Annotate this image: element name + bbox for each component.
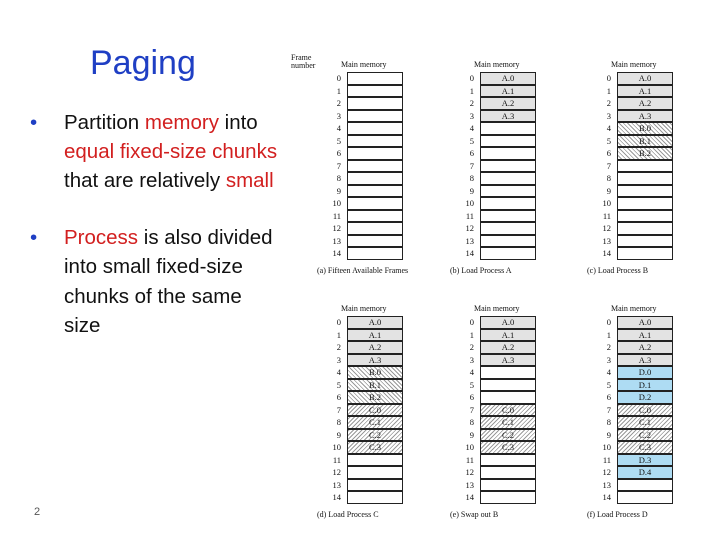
frame-number-header: Frame number bbox=[291, 53, 316, 70]
frame-number: 3 bbox=[606, 354, 611, 365]
frame-number: 14 bbox=[602, 248, 611, 258]
frame-b-0: B.0 bbox=[347, 366, 403, 379]
frame-number: 2 bbox=[606, 342, 611, 352]
frame-number: 7 bbox=[336, 404, 341, 415]
frame-c-3: C.3 bbox=[617, 441, 673, 454]
frame-number: 5 bbox=[336, 379, 341, 390]
frame-free bbox=[480, 122, 536, 135]
frame-number: 11 bbox=[602, 454, 611, 465]
frame-number: 8 bbox=[469, 173, 474, 183]
frame-a-3: A.3 bbox=[617, 110, 673, 123]
panel-header: Main memory bbox=[341, 60, 387, 69]
frame-free bbox=[347, 235, 403, 248]
frame-free bbox=[480, 235, 536, 248]
frame-free bbox=[480, 172, 536, 185]
frame-a-0: A.0 bbox=[347, 316, 403, 329]
bullet-highlight: Process bbox=[64, 226, 139, 250]
frame-number: 3 bbox=[469, 110, 474, 121]
bullet-text-part: that are relatively bbox=[64, 169, 226, 193]
frame-b-0: B.0 bbox=[617, 122, 673, 135]
frame-number: 11 bbox=[332, 210, 341, 221]
frame-free bbox=[480, 454, 536, 467]
frame-a-2: A.2 bbox=[617, 97, 673, 110]
frame-b-2: B.2 bbox=[347, 391, 403, 404]
frame-c-0: C.0 bbox=[480, 404, 536, 417]
frame-free bbox=[347, 147, 403, 160]
frame-number: 5 bbox=[469, 379, 474, 390]
frame-number: 8 bbox=[469, 417, 474, 427]
frame-free bbox=[347, 122, 403, 135]
frame-a-3: A.3 bbox=[480, 354, 536, 367]
frame-number: 2 bbox=[336, 342, 341, 352]
frame-a-0: A.0 bbox=[617, 72, 673, 85]
frame-number: 6 bbox=[606, 392, 611, 402]
frame-free bbox=[347, 197, 403, 210]
frame-number: 14 bbox=[465, 248, 474, 258]
frame-number: 6 bbox=[469, 148, 474, 158]
bullet-text-part: into bbox=[218, 111, 258, 134]
frame-number: 11 bbox=[332, 454, 341, 465]
frame-number: 4 bbox=[606, 367, 611, 377]
slide-title: Paging bbox=[90, 44, 196, 82]
frame-number: 2 bbox=[469, 342, 474, 352]
bullet-text bbox=[64, 108, 280, 195]
frame-number: 1 bbox=[469, 329, 474, 340]
frame-a-0: A.0 bbox=[480, 316, 536, 329]
bullet-dot-icon: • bbox=[30, 111, 38, 134]
frame-number: 5 bbox=[336, 135, 341, 146]
frame-number: 0 bbox=[336, 73, 341, 83]
frame-number: 9 bbox=[606, 429, 611, 440]
panel-header: Main memory bbox=[611, 304, 657, 313]
frame-number: 14 bbox=[332, 492, 341, 502]
frame-number: 4 bbox=[336, 367, 341, 377]
frame-number: 11 bbox=[465, 210, 474, 221]
frame-number: 4 bbox=[469, 123, 474, 133]
frame-number: 9 bbox=[606, 185, 611, 196]
frame-free bbox=[347, 454, 403, 467]
panel-header: Main memory bbox=[611, 60, 657, 69]
frame-d-0: D.0 bbox=[617, 366, 673, 379]
frame-free bbox=[480, 391, 536, 404]
frame-number: 0 bbox=[336, 317, 341, 327]
panel-caption: (b) Load Process A bbox=[450, 265, 512, 275]
frame-c-1: C.1 bbox=[480, 416, 536, 429]
frame-free bbox=[480, 379, 536, 392]
panel-caption: (c) Load Process B bbox=[587, 265, 649, 275]
frame-number: 1 bbox=[336, 85, 341, 96]
frame-number: 6 bbox=[336, 392, 341, 402]
frame-free bbox=[480, 135, 536, 148]
frame-free bbox=[480, 479, 536, 492]
frame-free bbox=[347, 479, 403, 492]
frame-free bbox=[617, 479, 673, 492]
frame-free bbox=[480, 185, 536, 198]
frame-a-1: A.1 bbox=[617, 85, 673, 98]
frame-free bbox=[480, 160, 536, 173]
frame-number: 1 bbox=[606, 85, 611, 96]
frame-c-3: C.3 bbox=[347, 441, 403, 454]
frame-number: 5 bbox=[606, 135, 611, 146]
frame-number: 12 bbox=[332, 223, 341, 233]
frame-c-1: C.1 bbox=[617, 416, 673, 429]
frame-number: 10 bbox=[332, 198, 341, 208]
frame-number: 8 bbox=[336, 417, 341, 427]
frame-number: 4 bbox=[336, 123, 341, 133]
frame-number: 13 bbox=[602, 235, 611, 246]
frame-number: 0 bbox=[606, 73, 611, 83]
frame-number: 11 bbox=[602, 210, 611, 221]
frame-number: 13 bbox=[465, 235, 474, 246]
frame-free bbox=[480, 222, 536, 235]
frame-number: 4 bbox=[469, 367, 474, 377]
frame-a-2: A.2 bbox=[480, 341, 536, 354]
frame-number: 7 bbox=[469, 160, 474, 171]
frame-a-3: A.3 bbox=[480, 110, 536, 123]
bullet-dot-icon: • bbox=[30, 226, 38, 250]
frame-free bbox=[617, 491, 673, 504]
frame-free bbox=[617, 185, 673, 198]
frame-c-2: C.2 bbox=[617, 429, 673, 442]
frame-number: 8 bbox=[606, 417, 611, 427]
frame-free bbox=[480, 247, 536, 260]
frame-number: 3 bbox=[336, 354, 341, 365]
frame-number: 0 bbox=[469, 73, 474, 83]
frame-c-0: C.0 bbox=[617, 404, 673, 417]
frame-number: 7 bbox=[469, 404, 474, 415]
frame-number: 10 bbox=[332, 442, 341, 452]
bullet-highlight: small bbox=[225, 169, 274, 193]
frame-free bbox=[480, 210, 536, 223]
bullet-text bbox=[64, 223, 280, 339]
frame-number: 14 bbox=[602, 492, 611, 502]
frame-free bbox=[480, 197, 536, 210]
frame-a-1: A.1 bbox=[480, 329, 536, 342]
frame-number: 13 bbox=[332, 235, 341, 246]
frame-free bbox=[347, 160, 403, 173]
frame-c-1: C.1 bbox=[347, 416, 403, 429]
frame-free bbox=[617, 222, 673, 235]
bullet-highlight: equal fixed-size chunks bbox=[64, 140, 278, 164]
frame-number: 3 bbox=[606, 110, 611, 121]
panel-header: Main memory bbox=[474, 60, 520, 69]
frame-number: 9 bbox=[336, 185, 341, 196]
frame-a-1: A.1 bbox=[347, 329, 403, 342]
frame-b-1: B.1 bbox=[617, 135, 673, 148]
frame-c-2: C.2 bbox=[480, 429, 536, 442]
frame-free bbox=[480, 366, 536, 379]
frame-a-2: A.2 bbox=[617, 341, 673, 354]
frame-a-3: A.3 bbox=[347, 354, 403, 367]
frame-free bbox=[347, 85, 403, 98]
frame-number: 6 bbox=[336, 148, 341, 158]
frame-number: 11 bbox=[465, 454, 474, 465]
frame-d-2: D.2 bbox=[617, 391, 673, 404]
frame-c-2: C.2 bbox=[347, 429, 403, 442]
panel-caption: (d) Load Process C bbox=[317, 509, 379, 519]
frame-number: 2 bbox=[336, 98, 341, 108]
frame-number: 4 bbox=[606, 123, 611, 133]
frame-number: 8 bbox=[606, 173, 611, 183]
frame-number: 12 bbox=[602, 467, 611, 477]
frame-number: 10 bbox=[602, 198, 611, 208]
frame-number: 9 bbox=[469, 429, 474, 440]
bullet-item bbox=[30, 223, 280, 339]
frame-free bbox=[347, 222, 403, 235]
frame-a-2: A.2 bbox=[347, 341, 403, 354]
frame-number: 1 bbox=[469, 85, 474, 96]
frame-number: 12 bbox=[465, 467, 474, 477]
frame-d-4: D.4 bbox=[617, 466, 673, 479]
frame-free bbox=[347, 491, 403, 504]
frame-number: 5 bbox=[469, 135, 474, 146]
frame-number: 10 bbox=[465, 198, 474, 208]
frame-free bbox=[347, 466, 403, 479]
frame-d-1: D.1 bbox=[617, 379, 673, 392]
frame-number: 6 bbox=[469, 392, 474, 402]
frame-free bbox=[617, 172, 673, 185]
frame-number: 10 bbox=[465, 442, 474, 452]
panel-caption: (e) Swap out B bbox=[450, 509, 499, 519]
frame-free bbox=[617, 210, 673, 223]
frame-free bbox=[480, 147, 536, 160]
frame-number: 1 bbox=[606, 329, 611, 340]
frame-free bbox=[347, 172, 403, 185]
frame-b-1: B.1 bbox=[347, 379, 403, 392]
bullet-text-part: is also divided into small fixed-size chunks of the same size bbox=[64, 226, 273, 337]
frame-number: 12 bbox=[465, 223, 474, 233]
frame-number: 8 bbox=[336, 173, 341, 183]
frame-number: 0 bbox=[469, 317, 474, 327]
frame-number: 7 bbox=[606, 160, 611, 171]
frame-free bbox=[347, 135, 403, 148]
frame-free bbox=[347, 110, 403, 123]
bullet-item bbox=[30, 108, 280, 195]
frame-number: 2 bbox=[469, 98, 474, 108]
bullet-list bbox=[30, 108, 280, 340]
frame-number: 2 bbox=[606, 98, 611, 108]
frame-free bbox=[347, 210, 403, 223]
frame-free bbox=[347, 97, 403, 110]
frame-free bbox=[617, 247, 673, 260]
frame-a-2: A.2 bbox=[480, 97, 536, 110]
frame-number: 9 bbox=[469, 185, 474, 196]
frame-a-0: A.0 bbox=[617, 316, 673, 329]
frame-number: 10 bbox=[602, 442, 611, 452]
panel-caption: (f) Load Process D bbox=[587, 509, 648, 519]
frame-a-1: A.1 bbox=[617, 329, 673, 342]
frame-free bbox=[347, 72, 403, 85]
frame-free bbox=[617, 197, 673, 210]
frame-free bbox=[347, 247, 403, 260]
frame-a-0: A.0 bbox=[480, 72, 536, 85]
frame-number: 3 bbox=[469, 354, 474, 365]
frame-number: 12 bbox=[332, 467, 341, 477]
panel-header: Main memory bbox=[341, 304, 387, 313]
frame-c-3: C.3 bbox=[480, 441, 536, 454]
bullet-text-part: Partition bbox=[64, 111, 145, 134]
bullet-highlight: memory bbox=[144, 111, 219, 134]
frame-number: 14 bbox=[332, 248, 341, 258]
frame-a-1: A.1 bbox=[480, 85, 536, 98]
frame-d-3: D.3 bbox=[617, 454, 673, 467]
frame-number: 1 bbox=[336, 329, 341, 340]
frame-number: 7 bbox=[606, 404, 611, 415]
panel-caption: (a) Fifteen Available Frames bbox=[317, 265, 409, 275]
frame-number: 5 bbox=[606, 379, 611, 390]
frame-free bbox=[480, 466, 536, 479]
frame-free bbox=[617, 160, 673, 173]
frame-free bbox=[617, 235, 673, 248]
frame-number: 0 bbox=[606, 317, 611, 327]
frame-number: 12 bbox=[602, 223, 611, 233]
frame-a-3: A.3 bbox=[617, 354, 673, 367]
frame-number: 14 bbox=[465, 492, 474, 502]
frame-number: 6 bbox=[606, 148, 611, 158]
frame-free bbox=[480, 491, 536, 504]
frame-b-2: B.2 bbox=[617, 147, 673, 160]
frame-number: 7 bbox=[336, 160, 341, 171]
frame-number: 13 bbox=[332, 479, 341, 490]
frame-number: 9 bbox=[336, 429, 341, 440]
panel-header: Main memory bbox=[474, 304, 520, 313]
page-number: 2 bbox=[34, 506, 41, 518]
frame-number: 13 bbox=[465, 479, 474, 490]
frame-c-0: C.0 bbox=[347, 404, 403, 417]
frame-free bbox=[347, 185, 403, 198]
frame-number: 3 bbox=[336, 110, 341, 121]
frame-number: 13 bbox=[602, 479, 611, 490]
